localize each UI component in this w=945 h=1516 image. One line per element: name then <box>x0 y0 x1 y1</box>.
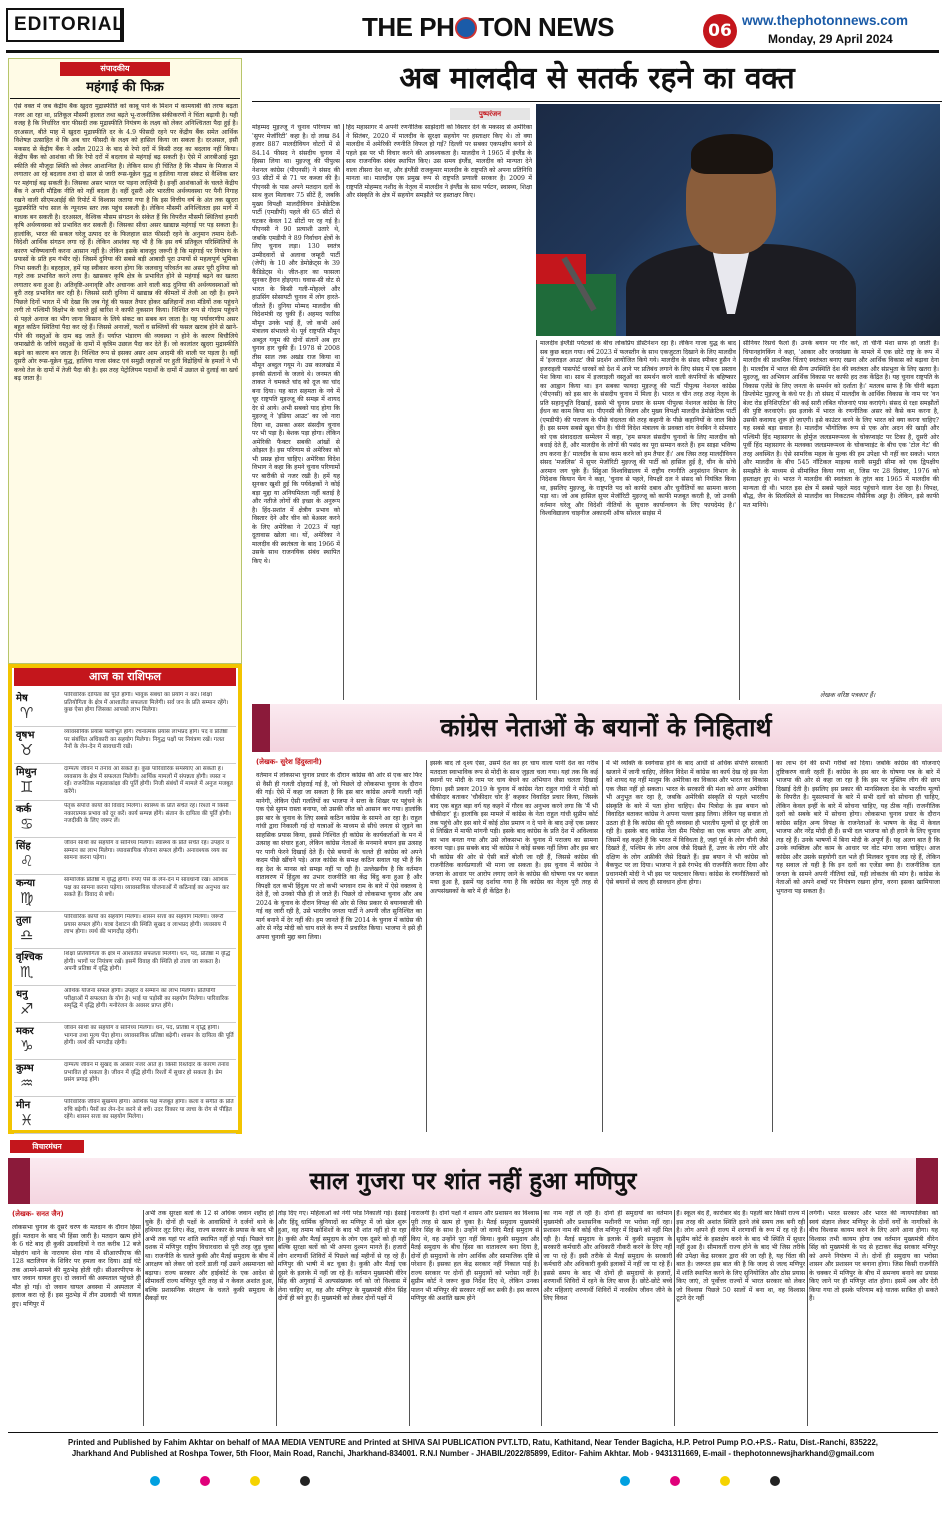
column-divider <box>807 1210 808 1426</box>
zodiac-icon: ♈ <box>20 704 34 722</box>
rashi-row <box>14 1097 236 1134</box>
article1-col1: मोहम्मद मुइज्जू ने चुनाव परिणाम को 'सुपर मेजॉरिटी' कहा है। दो लाख 84 हजार 887 मालदीवियन वोटरों में से 84.14 फीसद ने संसदीय चुनाव में हिस्सा लिया था। मुइज्जू की पीपुल्स नेशनल कांग्रेस (पीएनसी) ने संसद की 93 सीटों में से 71 पर कब्जा की है। पीएनसी के पास अपने मतदान दलों के साथ कुल मिलाकर 75 सीटें हैं, जबकि मुख्य विपक्षी मालदीवियन डेमोक्रेटिक पार्टी (एमडीपी) पहले की 65 सीटों से घटकर केवल 12 सीटों पर रह गई है। पीएनसी ने 90 प्रत्याशी उतारे थे, जबकि एमडीपी ने 89 निर्वाचन क्षेत्रों के लिए चुनाव लड़ा। 130 स्वतंत्र उम्मीदवारों से अलावा जम्हूरी पार्टी (जेपी) के 10 और डेमोक्रेट्स के 39 कैंडिडेट्स थे। जीत-हार का फासला सुनकर हैरान होइएगा। घवास-सी वोट से भारत के किसी गली-मोहल्ले और हाउसिंग सोसायटी चुनाव में लोग हारते-जीतते हैं। दुनिया मोम्मद मालदीव की विदेशमंत्री रह चुकी हैं। अहमद फारिस मौमून उनके भाई हैं, जो कभी अर्थ मंत्रालय संभालते थे। पूर्व राष्ट्रपति मौमून अब्दुल गयूम की दोनों संतानें अब हार चुनाव हार चुकी हैं। 1978 से 2008 तीस साल तक अखंड राज किया था मौमून अब्दुल गयूम ने। उस कालखंड में इनकी संतानों के जलवे थे। जनमत की ताकत ने चमकते चांद को दूज का चांद बना दिया। यह बात सहमता के नये में चूर राष्ट्रपति मुइज्जू की समझ में शायद देर से आये। अभी सबको याद होगा कि मुइज्जू ने 'इंडिया आउट' का जो नारा दिया था, उसका असर संसदीय चुनाव पर भी पड़ा है। बेशक पड़ा होगा। लेकिन अमेरिकी फैक्टर सबकी आंखों से ओझल है। इस परिणाम से अमेरिका को भी प्रसन्न होना चाहिए। अमेरिका विदेश विभाग ने कहा कि हमने चुनाव परिणामों पर बारीकी से नजर रखी है। हमें यह सुनकर खुशी हुई कि पर्यवेक्षकों ने कोई बड़ा मुद्दा या अनियमितता नहीं बताई है और नतीजे लोगों की इच्छा के अनुरूप है। हिंद-प्रशांत में क्षेत्रीय प्रभाव को विस्तार देने और चीन को बेअसर करने के लिए अमेरिका ने 2023 में यहां दूतावास खोला था। यों, अमेरिका ने मालदीव की स्वतंत्रता के बाद 1966 में उसके साथ राजनयिक संबंध स्थापित किए थे। <box>252 124 340 565</box>
zodiac-icon: ♍ <box>20 889 34 907</box>
article3-column: हैं। स्कूल बंद हैं, कारोबार बंद है। पहली बार किसी राज्य में इस तरह की अशांत स्थिति इतने लंबे समय तक बनी रही है। लोग अपने ही राज्य में शरणार्थी के रूप में रह रहे हैं। सुप्रीम कोर्ट के हस्तक्षेप करने के बाद भी स्थिति में सुधार नहीं हुआ है। सीमावर्ती राज्य होने के बाद भी जिस तरीके की उपेक्षा केंद्र सरकार द्वारा की जा रही है, यह चिंता की बात है। जरूरत इस बात की है कि जल्द से जल्द मणिपुर में शांति स्थापित करने के लिए सुनियोजित और ठोस प्रयास किए जाएं, तो पूर्वोत्तर राज्यों में भारत सरकार को लेकर जो विश्वास पिछले 50 सालों में बना था, वह विश्वास टूटने देर नहीं <box>676 1210 806 1302</box>
article3-column: अभी तक सुरक्षा बलों के 12 से अधिक जवान शहीद हो चुके हैं। दोनों ही पक्षों के आवासियों ने दर्जनों थाने के हथियार लूट लिए। केंद्र, राज्य सरकार के प्रयास के बाद भी अभी तक यहां पर शांति स्थापित नहीं हो पाई। पिछले चार दशक में मणिपुर राष्ट्रीय विचारधारा से पूरी तरह जुड़ चुका था। राजनीति के चलते कुकी और मैतई समुदाय के बीच में आरक्षण को लेकर जो दरारें डाली गईं उसने असमानता को बढ़ाया। राज्य सरकार और हाईकोर्ट के एक आदेश से सीमावर्ती राज्य मणिपुर पूरी तरह से न केवल अशांत हुआ, बल्कि प्रशासनिक संरक्षण के चलते कुकी समुदाय के सैकड़ों घर <box>144 1210 274 1302</box>
rashi-row <box>14 875 236 912</box>
imprint-line-2: Jharkhand And Published at Roshpa Tower, 5th Floor, Main Road, Ranchi, Jharkhand-834001. R.N.I Number - JHABIL/2022/85899, Editor- Fahim Akhtar. Mob - 9431311669, E-mail - thephotonnewsjharkhand@gmail.com <box>71 1449 875 1458</box>
rashi-row <box>14 912 236 949</box>
editorial-title: महंगाई की फिक्र <box>10 79 240 99</box>
article3-byline: (लेखक- सनत जैन) <box>12 1210 64 1218</box>
rashi-row <box>14 1023 236 1060</box>
registration-dot <box>300 1476 310 1486</box>
column-divider <box>674 1210 675 1426</box>
article2-col3: में भी व्यक्ति के स्वर्गवास होने के बाद आधी से अधिक संपत्ति सरकारी खजाने में जानी चाहिए, लेकिन विदेश में कांग्रेस का कार्य देख रहे इस नेता को शायद यह नहीं मालूम कि अमेरिका का विकास और भारत का विकास एक जैसा नहीं हो सकता। भारत के सरकारी की मंशा को अगर अमेरिका भी अनुभूत कर रहा है, जबकि अमेरिकी संस्कृति से पहले भारतीय संस्कृति के बारे में पता होना चाहिए। सैम पित्रोदा के इस बयान को विवादित बताकर कांग्रेस ने अपना पल्ला झाड़ लिया। लेकिन यह सवाल तो उठता ही है कि कांग्रेस की पूरी व्यवस्था ही भारतीय मूल्यों से दूर होती जा रही है। इसके बाद कांग्रेस नेता सैम पित्रोदा का एक बयान और आया, जिसमें वह कहते हैं कि भारत में विविधता है, जहां पूर्व के लोग चीनी जैसे दिखते हैं, पश्चिम के लोग अरब जैसे दिखते हैं, उत्तर के लोग गोरे और दक्षिण के लोग अफ्रीकी जैसे दिखते हैं। इस बयान ने भी कांग्रेस को बैकफुट पर ला दिया। भाजपा ने इसे रंगभेद की राजनीति करार दिया और प्रधानमंत्री मोदी ने भी इस पर पलटवार किया। कांग्रेस के रणनीतिकारों को ऐसे बयानों से जल्द ही सावधान होना होगा। <box>606 760 768 886</box>
imprint-line-1: Printed and Published by Fahim Akhtar on behalf of MAA MEDIA VENTURE and Printed at SHIVA SAI PUBLICATION PVT.LTD, Ratu, Kathitand, Near Tender Bagicha, H.P. Petrol Pump P.O.+P.S.- Ratu, Dist.-Ranchi, 835222, <box>68 1438 878 1447</box>
rashi-prediction: दाम्पत्य जीवन में तनाव आ सकते हैं। कुछ पारिवारिक समस्याएं आ सकती हैं। व्यवसाय के क्षेत्र में सफलता मिलेगी। आर्थिक मामलों में संपन्नता होगी। व्यस्त न रहें। राजनैतिक महत्वाकांक्षा की पूर्ति होगी। निजी संबंधों में मामले में अनुज मजबूत करेंगे। <box>64 766 233 795</box>
article1-headline: अब मालदीव से सतर्क रहने का वक्त <box>252 58 942 102</box>
rashi-name: मेष <box>16 693 28 704</box>
rashi-name: तुला <box>16 915 32 926</box>
rashi-name: सिंह <box>16 841 31 852</box>
section-label: EDITORIAL <box>14 14 126 35</box>
rashi-prediction: पैतृक संपत्ति कार्यों की विवाद मिलेगा। स्वास्थ्य के प्रति सचेत रहें। रिश्तों में किसी नकारात्मक प्रभाव को दूर करें। कार्य सम्पन्न होंगे। संतान के दायित्व की पूर्ति होगी। नजदीकी के लिए जरूर लें। <box>64 803 231 825</box>
article2-byline: (लेखक- सुरेश हिंदुस्तानी) <box>256 758 322 766</box>
masthead-divider <box>6 50 939 53</box>
rashi-prediction: पारिवारिक जीवन सुखमय होगा। आर्थिक पक्ष मजबूत होगा। कला व संगीत के प्रति रुचि बढ़ेगी। पैसों का लेन-देन करने से बचें। उदर विकार या त्वचा के रोग से पीड़ित रहेंगे। शासन सत्ता का सहयोग मिलेगा। <box>64 1099 234 1121</box>
article1-col2: हिंद महासागर में अपनी रणनीतिक साझेदारी को विस्तार देने के मकसद से अमेरिका ने सितंबर, 2020 में मालदीव के सुरक्षा सहयोग पर हस्ताक्षर किए थे। तो क्या मालदीव में अमेरिकी रणनीति विफल हो गई? दिल्ली पर सबका एकपक्षीय बनाने से पहले इस पर भी विचार करने की आवश्यकता है। मालदीव ने 1965 में इंग्लैंड के साथ राजनयिक संबंध स्थापित किए। उस समय इंग्लैंड, मालदीव को मान्यता देने वाला तीसरा देश था, और इंग्लैंडी राजकुमार मालदीव के राष्ट्रपति को अपना प्रतिनिधि मानता था। मालदीव एक प्रमुख रूप से राष्ट्रपति प्रणाली सरकार है। 2009 में राष्ट्रपति मोहम्मद नशीद के नेतृत्व में मालदीव ने इंग्लैंड के साथ पर्यटन, स्वास्थ्य, शिक्षा और संस्कृति के क्षेत्र में सहयोग समझौते पर हस्ताक्षर किए। <box>346 124 532 199</box>
rashi-name: धनु <box>16 989 28 1000</box>
rashi-name: मीन <box>16 1100 31 1111</box>
registration-dot <box>620 1476 630 1486</box>
article2-col1: वर्तमान में लोकसभा चुनाव प्रचार के दौरान कांग्रेस की ओर से एक बार फिर से वैसी ही गलती दोहराई गई है, जो पिछले दो लोकसभा चुनाव के दौरान की गई। ऐसे में कहा जा सकता है कि इस बार कांग्रेस अपनी गलती नहीं मानेगी, लेकिन ऐसी गलतियों का भाजपा ने सत्ता के शिखर पर पहुंचने के एक ऐसे सुगम रास्ता बनाया, जो उसकी जीत को आसान कर गया। हालांकि इस बार के चुनाव के लिए सबसे कठिन कांग्रेस के सामने आ रहा है। राहुल गांधी द्वारा निकाली गई दो यात्राओं के माध्यम से सीधे जनता से जुड़ने का साहसिक प्रयास किया, इससे निश्चित ही कांग्रेस के कार्यकर्ताओं के मन में उत्साह का संचार हुआ, लेकिन कांग्रेस नेताओं के मनमाने बयान इस उत्साह पर पानी फेरने दिखाई देते हैं। ऐसे बयानों के चलते ही कांग्रेस को अपने कदम पीछे खींचने पड़े। आज कांग्रेस के समक्ष कठिन सवाल यह भी है कि वह देश के मानस को समझ नहीं पा रही है। उल्लेखनीय है कि वर्तमान वातावरण में हिंदुत्व का उभार राजनीति का केंद्र बिंदु बना हुआ है और विपक्षी दल कभी हिंदुत्व पर तो कभी भगवान राम के बारे में ऐसे वक्तव्य दे देते हैं, जो उनको पीछे ही ले जाते हैं। पिछले दो लोकसभा चुनाव और अब 2024 के चुनाव के दौरान विपक्ष की ओर से जिस प्रकार से बयानबाजी की गई वह जारी रही है, उसे भारतीय जनता पार्टी ने अपनी जीत सुनिश्चित का मार्ग बनाने में देर नहीं की। हम जानते हैं कि 2014 के चुनाव में कांग्रेस की ओर से नरेंद्र मोदी को चाय वाले के रूप में प्रचारित किया। भाजपा ने इसे ही अपना चुनावी मुद्दा बना लिया। <box>256 772 422 941</box>
zodiac-icon: ♓ <box>20 1111 34 1129</box>
zodiac-icon: ♏ <box>20 963 34 981</box>
editorial-kicker: संपादकीय <box>60 62 170 76</box>
registration-dot <box>770 1476 780 1486</box>
column-divider <box>409 1210 410 1426</box>
logo-text-right: TON NEWS <box>478 12 614 42</box>
registration-dot <box>670 1476 680 1486</box>
column-divider <box>143 1210 144 1426</box>
zodiac-icon: ♐ <box>20 1000 34 1018</box>
zodiac-icon: ♎ <box>20 926 34 944</box>
rashi-prediction: जीवन साथी का सहयोग व सानिध्य मिलेगा। स्वास्थ्य के प्रति सचेत रहें। उपहार व सम्मान का लाभ मिलेगा। व्यावसायिक योजना सफल होगी। अनावश्यक व्यय का सामना करना पड़ेगा। <box>64 840 230 862</box>
website-link[interactable]: www.thephotonnews.com <box>742 13 909 28</box>
column-divider <box>602 760 603 1132</box>
imprint-footer <box>8 1432 938 1466</box>
logo-text-left: THE PH <box>362 12 455 42</box>
column-divider <box>276 1210 277 1426</box>
rashi-name: मिथुन <box>16 767 37 778</box>
article2-col2: इसके बाद तो दृश्य ऐसा, उसमें देश का हर चाय वाला पानी देश का गरीब मतदाता स्वाभाविक रूप से मोदी के साथ जुड़ता चला गया। यहां तक कि कई स्थानों पर मोदी के नाम पर चाय बेचने का अभियान जैसा चलता दिखाई दिया। इसी प्रकार 2019 के चुनाव में कांग्रेस नेता राहुल गांधी ने मोदी को चौकीदार बताकर 'चौकीदार चोर है' कहकर विवादित प्रचार किया, जिसके बाद एक बहुत बड़ा वर्ग यह कहने में गौरव का अनुभव करने लगा कि 'मैं भी चौकीदार' हूं। हालांकि इस मामले में कांग्रेस के नेता राहुल गांधी सुप्रीम कोर्ट तक पहुंचे और इस बारे में कोई ठोस प्रमाण न दे पाने के बाद उन्हें एक प्रकार से लिखित में माफी मांगनी पड़ी। इसके बाद कांग्रेस के प्रति देश में अविश्वास का भाव बनता गया और उसे लोकसभा के चुनाव में पराजय का सामना करना पड़ा। इस सबके बाद भी कांग्रेस ने कोई सबक नहीं लिया और इस बार भी कांग्रेस की ओर से ऐसी बातें बोली जा रही हैं, जिससे कांग्रेस की राजनीतिक कार्यप्रणाली भी माना जा सकता है। इस चुनाव में कांग्रेस ने जनता के आधार पर आरोप लगाए जाने के कांग्रेस की घोषणा पत्र पर बवाल मचा हुआ है, इसमें यह दर्शाया गया है कि कांग्रेस का नेतृत्व पूरी तरह से अल्पसंख्यकों के बारे में ही केंद्रित है। <box>430 760 598 895</box>
registration-dot <box>250 1476 260 1486</box>
column-divider <box>772 760 773 1132</box>
article1-col3: मालदीव इंग्लैंडी पर्यटकों के बीच लोकप्रिय डेस्टिनेशन रहा है। लेकिन गाजा युद्ध के बाद सब कुछ बदल गया। वर्ष 2023 में फलस्तीन के साथ एकजुटता दिखाने के लिए मालदीव में 'इजराइल आउट' जैसे प्रदर्शन आयोजित किये गये। मालदीव के संसद स्पीकर हुसैन ने इजराइली पासपोर्ट धारकों को देश में आने पर प्रतिबंध लगाने के लिए संसद में एक प्रस्ताव पेश किया था। साथ में इजराइली वस्तुओं का समर्थन करने वाली कंपनियों के बहिष्कार का आह्वान किया था। इन सबका फायदा मुइज्जू की पार्टी पीपुल्स नेशनल कांग्रेस (पीएनसी) को इस बार के संसदीय चुनाव में मिला है। भारत व चीन तरह तरह नेतृत्व के प्रति सहानुभूति दिखाई, इससे भी चुनाव प्रचार के समय पीपुल्स नेशनल कांग्रेस के लिए ईंधन का काम किया था। पीएनसी की विजय और मुख्य विपक्षी मालदीव डेमोक्रेटिक पार्टी (एमडीपी) की पराजय के पीछे चंदलता की तरह कहानी के पीछे कहानियों के जाल बिछे हैं। इस समय सबसे खुश चीन है। चीनी विदेश मंत्रालय के प्रवक्ता वांग वेनबिन ने सोमवार को एक संवाददाता सम्मेलन में कहा, 'हम सफल संसदीय चुनावों के लिए मालदीव को बधाई देते हैं, और मालदीव के लोगों की पसंद का पूरा सम्मान करते हैं। हम साझा भविष्य तय करना है।' मालदीव के साथ काम करने को हम तैयार हैं।' अब जिस तरह मालदीवियन संसद 'मजलिस' में सुपर मेजॉरिटी मुइज्जू की पार्टी को हासिल हुई है, चीन के सोचे अरमान जग चुके हैं। सिंहुआ विश्वविद्यालय में राष्ट्रीय रणनीति अनुसंधान विभाग के निदेशक कियान फेंग ने कहा, 'चुनाव से पहले, विपक्षी दल ने संसद को नियंत्रित किया था, इसलिए मुइज्जू, के राष्ट्रपति पद को काफी दबाव और चुनौतियों का सामना करना पड़ा था। जो अब हासिल सुपर मेजॉरिटी मुइज्जू को काफी मजबूत करती है, जो उनकी वर्तमान घरेलू और विदेशी नीतियों के सुचारु कार्यान्वयन के लिए फायदेमंद है।' विश्वविद्यालय चाइनीज अकादमी ऑफ सोशल साइंस में <box>540 340 736 517</box>
rashi-row <box>14 986 236 1023</box>
column-divider <box>536 340 537 700</box>
issue-date: Monday, 29 April 2024 <box>768 32 893 46</box>
article3-column: नाराजगी है। दोनों पक्षों ने शासन और प्रशासन का विश्वास पूरी तरह से खत्म हो चुका है। मैतई समुदाय मुख्यमंत्री वीरेन सिंह के साथ है। उन्होंने जो वायदे मैतई समुदाय से किए थे, वह उन्होंने पूरा नहीं किया। कुकी समुदाय और मैतई समुदाय के बीच हिंसा का वातावरण बना दिया है, दोनों ही समुदायों के लोग आर्थिक और सामाजिक दृष्टि से परेशान हैं। इसका हल केंद्र सरकार नहीं निकाल पाई है। राज्य सरकार पर दोनों ही समुदायों को भरोसा नहीं है। सुप्रीम कोर्ट ने जरूर कुछ निर्देश दिए थे, लेकिन उनका पालन भी मणिपुर की सरकार नहीं कर सकी है। इस कारण मणिपुर की अशांति खत्म होने <box>410 1210 540 1302</box>
rashi-prediction: व्यावसायिक प्रयास फलीभूत होंगे। रचनात्मक प्रयास लाभप्रद होंगे। पद व प्रतिष्ठा पर संबंधित अधिकारी का सहयोग मिलेगा। निगुद्ध पक्षों पर नियंत्रण रखें। गलत नैनों के लेन-देन में सावधानी रखें। <box>64 729 228 751</box>
rashi-prediction: जीवन साथी का सहयोग व सानिध्य मिलेगा। धन, पद, प्रतिष्ठा में वृद्धि होगी। भागना तथा मूल्य पेंदा होगा। व्यावसायिक प्रतिष्ठा बढ़ेगी। शासन के दायित्व की पूर्ति होगी। व्यर्थ की भागदौड़ रहेगी। <box>64 1025 234 1047</box>
globe-icon <box>455 17 477 39</box>
article2-headline: कांग्रेस नेताओं के बयानों के निहितार्थ <box>252 704 942 752</box>
zodiac-icon: ♒ <box>20 1074 34 1092</box>
zodiac-icon: ♊ <box>20 778 34 796</box>
rashi-prediction: पारिवारिक कार्यों का सहयोग मिलेगा। शासन सत्ता का सहयोग मिलेगा। जरूरी प्रयास सफल होंगे। यात्रा देशाटन की स्थिति सुखद व लाभप्रद होगी। व्यवसाय में लाभ होगा। व्यर्थ की भागदौड़ रहेगी। <box>64 914 227 936</box>
rashi-row <box>14 1060 236 1097</box>
column-divider <box>541 1210 542 1426</box>
editorial-body: ऐसे वक्त में जब केंद्रीय बैंक खुदरा मुद्रास्फीति को काबू पाने के मिशन में कामयाबी की तरफ बढ़ता नजर आ रहा था, प्रतिकूल मौसमी हालात तथा बढ़ते भू-राजनीतिक संकीकरणों ने चिंता बढ़ायी है। यही वजह है कि निर्धारित चार फीसदी तक मुद्रास्फीति नियंत्रण के लक्ष्य को लेकर अनिश्चितता पैदा हुई है। दरअसल, बीते माह में खुदरा मुद्रास्फीति दर के 4.9 फीसदी रहने पर केंद्रीय बैंक समेत आर्थिक विशेषज्ञ उत्साहित थे कि अब चार फीसदी के लक्ष्य को हासिल किया जा सकता है। दरअसल, इसी मकसद से केंद्रीय बैंक ने अप्रैल 2023 के बाद से रेपो दरों में किसी तरह का बदलाव नहीं किया। केंद्रीय बैंक को आशंका थी कि रेपो दरों में बदलाव से महंगाई बढ़ सकती है। ऐसे में आरबीआई मुद्रा स्फीति की मौजूदा स्थिति को लेकर आशान्वित है। लेकिन साथ ही चिंतित है कि मौसम के मिजाज में लगातार आ रहे बदलाव तथा दो साल से जारी रूस-यूक्रेन युद्ध व हालिया गाजा संकट से वैश्विक स्तर पर महंगाई बढ़ सकती है। जिसका असर भारत पर पड़ना लाज़िमी है। इन्हीं आशंकाओं के चलते केंद्रीय बैंक ने अपनी मौद्रिक नीति को नहीं बदला है। वहीं दूसरी ओर भारतीय अर्थव्यवस्था पर पैनी निगाह रखने वाली सीएमआईई की रिपोर्ट में विश्वास जताया गया है कि इस वित्तीय वर्ष के अंत तक खुदरा मुद्रास्फीति पांच साल के न्यूनतम स्तर तक पहुंच सकती है। लेकिन मौसमी अनिश्चितता इस मार्ग में बाधक बन सकती है। दरअसल, वैश्विक मौसम संगठन के संकेत हैं कि विपरीत मौसमी स्थितियां हमारी कृषि अर्थव्यवस्था को प्रभावित कर सकती हैं। जिसका सीधा असर खाद्यान्न महंगाई पर पड़ सकता है। हालांकि, भारत की सकल घरेलू उत्पाद दर के फिलहाल सात फीसदी रहने के अनुमान तमाम देशी-विदेशी आर्थिक संगठन लगा रहे हैं। लेकिन आशंका यह भी है कि इस वर्ष प्रतिकूल परिस्थितियों के कारण भविष्यवाणी करना आसान नहीं है। लेकिन इसके बावजूद जरूरी है कि महंगाई पर नियंत्रण के प्रयासों के प्रति हम गंभीर रहें। जिसमें दुनिया की सबसे बड़ी आबादी पूरा उपायों से महत्वपूर्ण भूमिका निभा सकती है। बहरहाल, हमें यह स्वीकार करना होगा कि जलवायु परिवर्तन का असर पूरी दुनिया को गहरे तक प्रभावित करने लगा है। खासकर कृषि क्षेत्र के प्रभावित होने से महंगाई बढ़ने का खतरा लगातार बना हुआ है। अतिवृष्टि-अनावृष्टि और अचानक आने वाली बाढ़ दुनिया की अर्थव्यवस्थाओं को बुरी तरह प्रभावित कर रही है। जिससे सारी दुनिया में खाद्यान्न की कीमतों में तेजी आ रही है। हमने पिछले दिनों भारत में भी देखा कि जब गेहूं की फसल तैयार होकर खलिहानों तथा मंडियों तक पहुंचने लगी तो पश्चिमी विक्षोभ के चलते हुई बारिश ने काफी नुकसान किया। निश्चित रूप से गोदाम पहुंचने से पहले अनाज का भीग जाना किसान के लिये संकट का सबब बन जाता है। यह पर्यावरणीय असर बहुत कठिन स्थितियां पैदा कर रहे हैं। जिससे अनाजों, फलों व सब्जियों की फसल खराब होने से खाने-पीने की वस्तुओं के दाम बढ़ जाते हैं। पर्याप्त भंडारण की व्यवस्था न होने के कारण बिचौलिये जमाखोरी के जरिये वस्तुओं के दामों में कृत्रिम उछाल पैदा कर देते हैं। जो कालांतर खुदरा मुद्रास्फीति बढ़ने का कारण बन जाता है। निश्चित रूप से इसका असर आम आदमी की थाली पर पड़ता है। वहीं दूसरी ओर रूस-यूक्रेन युद्ध, हालिया गाजा संकट एवं समुद्री जहाजों पर हुती विद्रोहियों के हमलों ने भी कच्चे तेल के दामों में तेजी पैदा की है। इस तरह पेट्रोलियम पदार्थों के दामों में उछाल से दुलाई का खर्च बढ़ जाता है। <box>14 103 238 382</box>
registration-dot <box>150 1476 160 1486</box>
article3-column: लोकसभा चुनाव के दूसरे चरण के मतदान के दौरान हिंसा हुई। मतदान के बाद भी हिंसा जारी है। मतदान खत्म होने के 6 घंटे बाद ही कुकी उग्रवादियों ने रात करीब 12 बजे मोइरांग थाने के नारायण सेना गांव में सीआरपीएफ की 128 बटालियन के शिविर पर हमला कर दिया। ढाई घंटे तक आमने-सामने की मुठभेड़ होती रही। सीआरपीएफ के चार जवान घायल हुए। दो जवानों की अस्पताल पहुंचते ही मौत हो गई। दो जवान घायल अवस्था में अस्पताल में इलाज करा रहे हैं। इस मुठभेड़ में तीन उग्रवादी भी घायल हुए। मणिपुर में <box>12 1224 141 1308</box>
rashi-name: मकर <box>16 1026 34 1037</box>
rashi-row <box>14 690 236 727</box>
article1-col4: सीनियर रिसर्च फैलो हैं। उनके बयान पर गौर करें, तो चीनी मंशा साफ हो जाती है। चियानहांगकिंग ने कहा, 'आकार और जनसंख्या के मामले में एक छोटे राष्ट्र के रूप में मालदीव की प्राथमिक चिंताएं स्वतंत्रता बनाए रखना और आर्थिक विकास को बढ़ावा देना है। मालदीव में भारत की सैन्य उपस्थिति देश की स्वतंत्रता और संप्रभुता के लिए खतरा है। मुइज्जू, का अभियान आर्थिक विकास पर काफी हद तक केंद्रित है। यह चुनाव राष्ट्रपति के विकास एजेंडे के लिए जनता के समर्थन को दर्शाता है।' मतलब साफ है कि चीनी बढ़ता डिप्लोमेट मुइज्जू के कंधे पर है। तो संसद में मालदीव के आर्थिक विकास के नाम पर 'वन बेल्ट रोड इनिशिएटिव' की कई सारी लंबित योजनाएं पास कराएंगे। संसद से रक्षा समझौतों की पुष्टि करवाएंगे। इस इलाके में भारत के रणनीतिक असर को कैसे कम करना है, उसकी कवायद शुरू हो जाएगी। इसे काउंटर करने के लिए भारत को क्या करना चाहिए? यह सबसे बड़ा सवाल है। मालदीव भौगोलिक रूप से एक ओर अदन की खाड़ी और पश्चिमी हिंद महासागर के होर्मुज जलडमरूमध्य के चोकप्वाइंट पर टिका है, दूसरी ओर पूर्वी हिंद महासागर के मलक्का जलडमरूमध्य के चोकप्वाइंट के बीच एक 'टोल गेट' की तरह अवस्थित है। ऐसे सामरिक महत्व के मुल्क की हम उपेक्षा भी नहीं कर सकते। भारत और मालदीव के बीच 545 नॉटिकल माइल्स वाली समुद्री सीमा को एक द्विपक्षीय समझौते के माध्यम से सीमांकित किया गया था, जिस पर 28 दिसंबर, 1976 को हस्ताक्षर हुए थे। भारत ने मालदीव की स्वतंत्रता के तुरंत बाद 1965 में मालदीव की मान्यता दी थी। भारत इस क्षेत्र में सबसे पहले मदद पहुंचाने वाला देश रहा है। विपक्ष, बौद्ध, जैन के सिलसिले से मालदीव का निकटतम नौसैनिक अड्डा है। लेकिन, इसे काफी मत मानिये। <box>743 340 939 509</box>
zodiac-icon: ♌ <box>20 852 34 870</box>
article2-col4: का लाभ देने की सभी गरीबों को दिया। जबकि कांग्रेस की योजनाएं तुष्टिकरण वाली रहती हैं। कांग्रेस के इस बार के घोषणा पत्र के बारे में भाजपा की ओर से कहा जा रहा है कि इस पर मुस्लिम लीग की छाप दिखाई देती है। इसलिए इस प्रकार की मानसिकता देश के भारतीय मूल्यों के विपरीत है। मुसलमानों के बारे में सभी दलों को सोचना ही चाहिए, लेकिन केवल इन्हीं के बारे में सोचना चाहिए, यह ठीक नहीं। राजनीतिक दलों को सबके बारे में सोचना होगा। लोकसभा चुनाव प्रचार के दौरान कांग्रेस सहित अन्य विपक्ष के राजनेताओं के भाषण के केंद्र में केवल भाजपा और नरेंद्र मोदी ही हैं। सभी दल भाजपा को ही हराने के लिए चुनाव लड़ रहे हैं। उनके भाषणों में बिना मोदी के अपूर्ण हैं। यह अलग बात है कि उनके व्यक्तित्व और काम के आधार पर वोट मांगा जाना चाहिए। आज कांग्रेस और उसके सहयोगी दल भले ही मिलकर चुनाव लड़ रहे हैं, लेकिन यह सवाल तो यही है कि इन दलों का एजेंडा क्या है। राजनीतिक दल जनता के सामने अपनी नीतियां रखें, यही लोकतंत्र की मांग है। कांग्रेस के नेताओं को अपने शब्दों पर नियंत्रण रखना होगा, वरना इसका खामियाजा भुगतना पड़ सकता है। <box>776 760 940 895</box>
rashi-prediction: दाम्पत्य जीवन में सुखद के आसार नजर आते हैं। किसी रिश्तेदार के कारण तनाव प्रभावित हो सकता है। जीवन में वृद्धि होगी। रिश्तों में सुधार हो सकता है। प्रेम प्रसंग प्रगाढ़ होंगे। <box>64 1062 229 1084</box>
rashi-name: कुम्भ <box>16 1063 34 1074</box>
article1-byline: पुष्परंजन <box>450 108 530 120</box>
article3-kicker: विचारमंथन <box>10 1140 84 1153</box>
zodiac-icon: ♑ <box>20 1037 34 1055</box>
rashi-row <box>14 949 236 986</box>
column-divider <box>343 124 344 700</box>
article3-headline: साल गुजरा पर शांत नहीं हुआ मणिपुर <box>8 1158 938 1204</box>
registration-dot <box>200 1476 210 1486</box>
zodiac-icon: ♋ <box>20 815 34 833</box>
zodiac-icon: ♉ <box>20 741 34 759</box>
article3-column: तोड़ दिए गए। महिलाओं को नंगी परेड निकाली गई। ईसाई और हिंदू धार्मिक बुनियादों का मणिपुर में जो खेल शुरू हुआ, वह तमाम कोशिशों के बाद भी शांत नहीं हो पा रहा है। कुकी और मैतई समुदाय के लोग एक दूसरे को ही नहीं बल्कि सुरक्षा बलों को भी अपना दुश्मन मानते हैं। हजारों लोग शरणार्थी शिविरों में पिछले कई महीनों से रह रहे हैं। मणिपुर की भाषी में बट चुका है। कुकी और मैतई एक दूसरे के इलाके में नहीं जा रहे हैं। वर्तमान मुख्यमंत्री वीरेन सिंह की अगुवाई में अल्पसंख्यक वर्ग को जो विश्वास में लेना चाहिए था, वह और मणिपुर के मुख्यमंत्री वीरेन सिंह दोनों ही बने हुए हैं। मुख्यमंत्री को लेकर दोनों पक्षों में <box>277 1210 407 1302</box>
rashi-row <box>14 801 236 838</box>
section-tag <box>6 8 124 42</box>
article3-column: का नाम नहीं ले रही है। दोनों ही समुदायों का वर्तमान मुख्यमंत्री और प्रशासनिक मशीनरी पर भरोसा नहीं रहा। प्रशासन नाम की कोई चीज मणिपुर में दिखने को नहीं मिल रही है। मैतई समुदाय के इलाके में कुकी समुदाय के सरकारी कर्मचारी और अधिकारी नौकरी करने के लिए नहीं जा पा रहे हैं। इसी तरीके से मैतई समुदाय के सरकारी कर्मचारी और अधिकारी कुकी इलाकों में नहीं जा पा रहे हैं। इससे समय के बाद भी दोनों ही समुदायों के हजारों, शरणार्थी शिविरों में रहने के लिए बाध्य हैं। छोटे-छोटे बच्चे और महिलाएं शरणार्थी शिविरों में नारकीय जीवन जीने के लिए विवश <box>543 1210 673 1302</box>
rashi-row <box>14 838 236 875</box>
article1-author-note: लेखक वरिष्ठ पत्रकार हैं। <box>820 691 876 699</box>
print-registration-marks <box>0 1470 945 1490</box>
rashi-prediction: शिक्षा प्रतियोगिता के क्षेत्र में आशातीत सफलता मिलेगी। धन, पद, प्रतिष्ठा में वृद्धि होगी। भागों पर नियंत्रण रखें। इसमें विवाह की स्थिति हो ताला जा सकता है। अपनी प्रतिष्ठा में वृद्धि होगी। <box>64 951 231 973</box>
rashi-name: कन्या <box>16 878 36 889</box>
page-number-badge: 06 <box>703 14 737 48</box>
rashi-name: वृषभ <box>16 730 35 741</box>
column-divider <box>739 340 740 700</box>
rashi-name: वृश्चिक <box>16 952 43 963</box>
registration-dot <box>720 1476 730 1486</box>
rashi-prediction: सामाजिक प्रतिष्ठा में वृद्धि होगी। रुपए पैसे के लेन-देन में सावधानी रखें। आर्थिक पक्ष का सामना करना पड़ेगा। व्यावसायिक योजनाओं में कठिनाई का अनुभव कर सकते हैं। विवाद से बचें। <box>64 877 229 899</box>
article1-photo <box>536 104 940 336</box>
photo-hair-shape <box>691 134 773 174</box>
rashi-prediction: पारिवारिक दायित्व की पूर्ति होगी। भावुक संबंधों का प्रयोग न करें। शिक्षा प्रतियोगिता के क्षेत्र में आशातीत सफलता मिलेगी। सर्व जन के प्रति सम्मान रहेंगे। कुछ ऐसा होगा जिसका आपको लाभ मिलेगा। <box>64 692 229 714</box>
rashi-row <box>14 727 236 764</box>
rashi-prediction: आर्थिक योजना सफल होगी। उपहार व सम्मान का लाभ मिलेगा। प्रतियोगी परीक्षाओं में सफलता के योग है। भाई या पड़ोसी का सहयोग मिलेगा। पारिवारिक समृद्धि में वृद्धि होगी। मनोरंजन के अवसर प्राप्त होंगे। <box>64 988 229 1010</box>
article3-column: लगेगी। भारत सरकार और भारत की न्यायपालिका को स्वयं संज्ञान लेकर मणिपुर के दोनों वर्गों के नागरिकों के बीच विश्वास कायम करने के लिए आगे आना होगा। यह विश्वास तभी कायम होगा जब वर्तमान मुख्यमंत्री वीरेन सिंह को मुख्यमंत्री के पद से हटाकर केंद्र सरकार मणिपुर को अपने नियंत्रण में ले। दोनों ही समुदाय का भरोसा शासन और प्रशासन पर बनाना होगा। जिस किसी राजनीति के चक्कर में मणिपुर के बीच में समन्वय बनाने का प्रयास किए जाने पर ही मणिपुर शांत होगा। इसमें अब और देरी किया गया तो इसके परिणाम बड़े घातक साबित हो सकते हैं। <box>809 1210 938 1302</box>
rashi-row <box>14 764 236 801</box>
rashifal-title: आज का राशिफल <box>14 668 236 686</box>
rashi-name: कर्क <box>16 804 32 815</box>
column-divider <box>426 760 427 1132</box>
newspaper-logo[interactable] <box>362 12 662 48</box>
